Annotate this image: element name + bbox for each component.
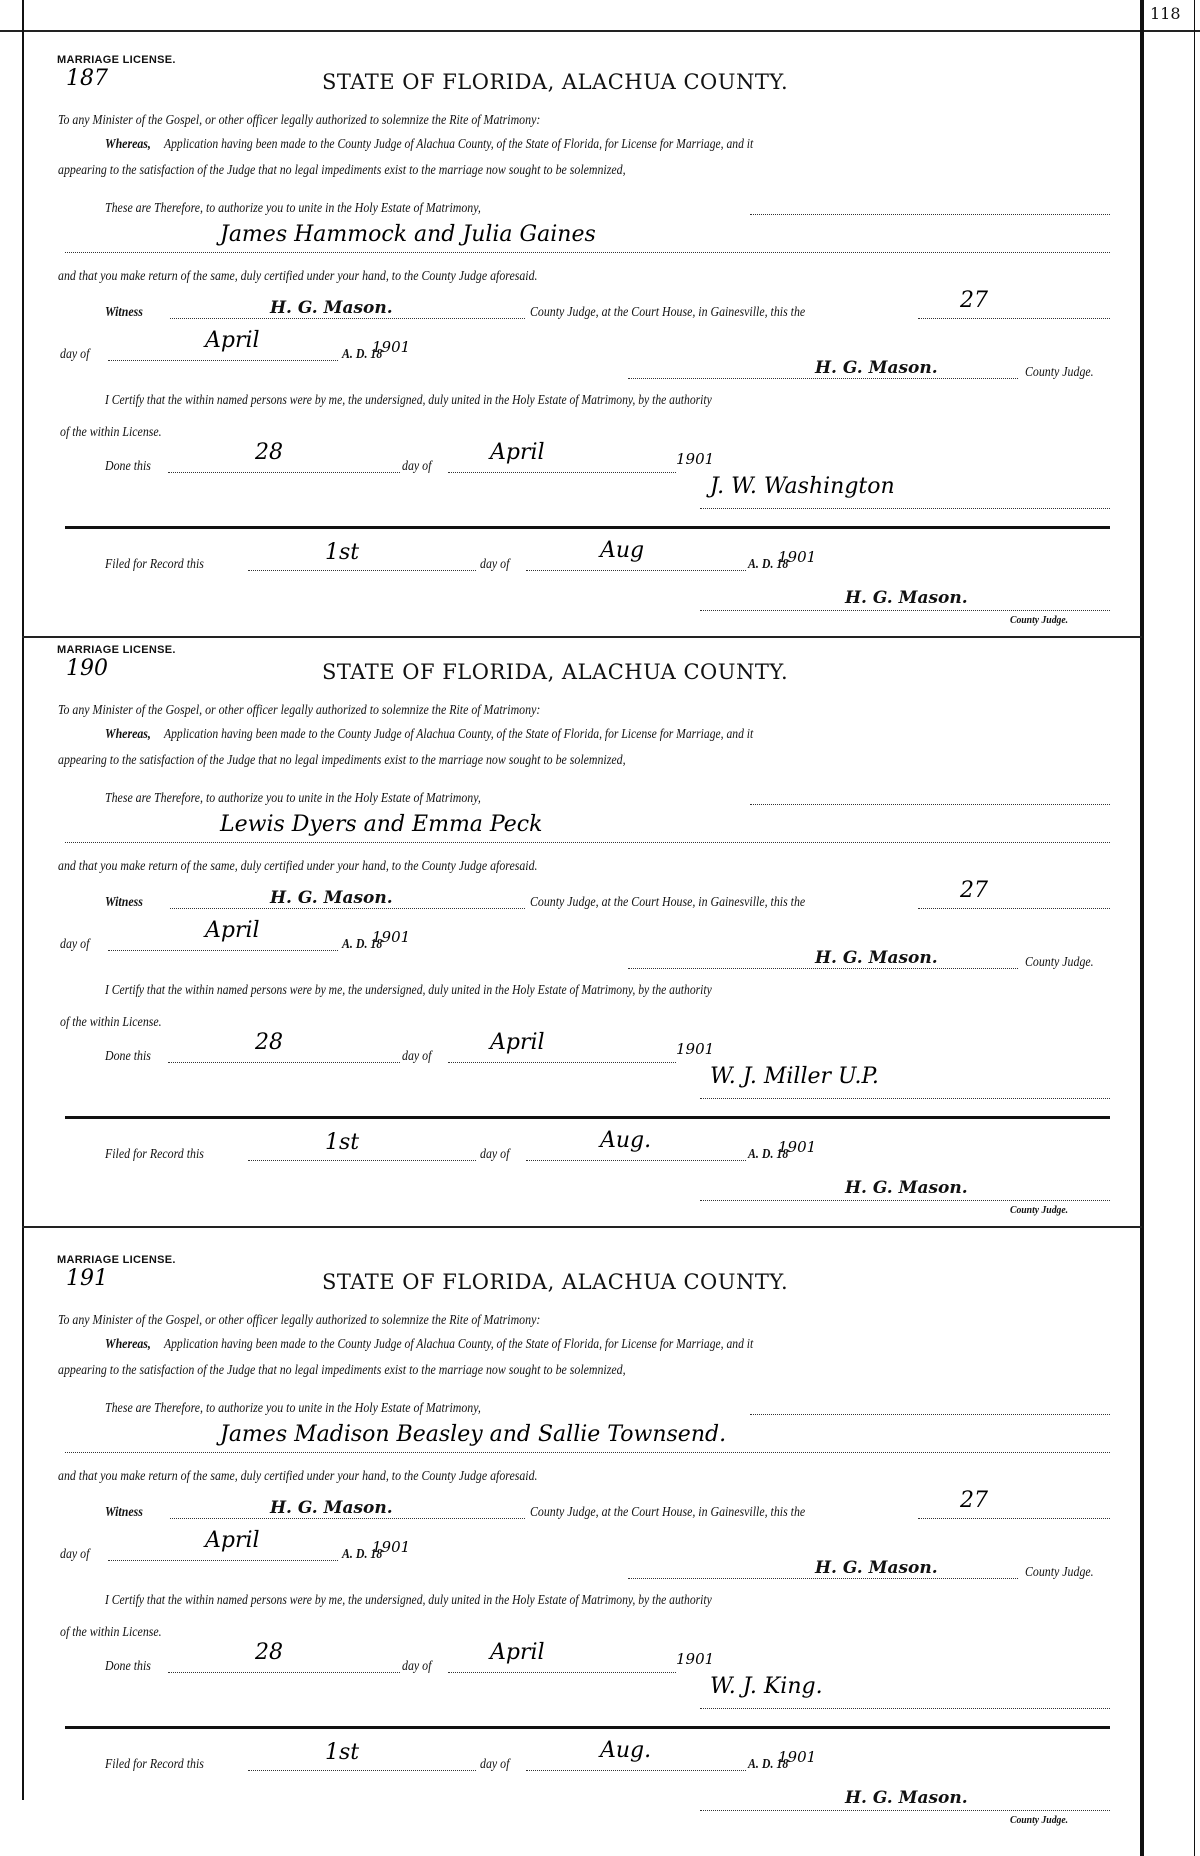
issue-month: April [205,328,260,353]
return-text: and that you make return of the same, duly certified under your hand, to the County Judge aforesaid. [58,1468,538,1483]
witness-judge-signature: H. G. Mason. [270,888,393,908]
form-title: STATE OF FLORIDA, ALACHUA COUNTY. [322,1270,789,1294]
filed-year: 1901 [778,548,817,566]
dotted-line [918,1518,1110,1519]
whereas-lead: Whereas, [105,136,151,151]
to-any-minister: To any Minister of the Gospel, or other officer legally authorized to solemnize the Rite of Matrimony: [58,702,541,717]
ad-label: A. D. 18 [342,1546,383,1561]
names-line [65,252,1110,253]
page-number: 118 [1150,4,1181,23]
form-title: STATE OF FLORIDA, ALACHUA COUNTY. [322,70,789,94]
issue-month: April [205,918,260,943]
couple-names: Lewis Dyers and Emma Peck [220,812,543,837]
filed-judge-signature: H. G. Mason. [845,588,968,608]
county-judge-signature: H. G. Mason. [815,358,938,378]
dotted-line [918,318,1110,319]
witness-judge-signature: H. G. Mason. [270,1498,393,1518]
license-number: 191 [66,1266,108,1291]
filed-day: 1st [325,540,360,565]
done-month: April [490,1640,545,1665]
county-judge-signature: H. G. Mason. [815,948,938,968]
appearing-text: appearing to the satisfaction of the Judge that no legal impediments exist to the marriage now sought to be solemnized, [58,752,626,767]
whereas-text: Application having been made to the County Judge of Alachua County, of the State of Florida, for License for Marriage, and it [164,726,754,741]
dotted-line [750,214,1110,215]
ad-label: A. D. 18 [342,936,383,951]
license-number: 187 [66,66,108,91]
dotted-line [108,950,338,951]
issue-day: 27 [960,878,988,903]
filed-county-judge-label: County Judge. [1010,1814,1069,1826]
license-label: MARRIAGE LICENSE. [57,54,176,66]
witness-label: Witness [105,304,143,319]
signature-line [700,1098,1110,1099]
witness-judge-signature: H. G. Mason. [270,298,393,318]
issue-day: 27 [960,288,988,313]
dotted-line [108,360,338,361]
dotted-line [750,1414,1110,1415]
of-within-license: of the within License. [60,424,162,439]
dotted-line [108,1560,338,1561]
filed-day-of-label: day of [480,1756,510,1771]
done-this-label: Done this [105,1048,151,1063]
certify-text: I Certify that the within named persons were by me, the undersigned, duly united in the Holy Estate of Matrimony, by the authority [105,1592,712,1607]
filed-month: Aug [600,538,645,563]
license-label: MARRIAGE LICENSE. [57,644,176,656]
done-month: April [490,1030,545,1055]
filed-label: Filed for Record this [105,1146,204,1161]
day-of-label: day of [60,936,90,951]
done-this-label: Done this [105,458,151,473]
filed-judge-signature: H. G. Mason. [845,1788,968,1808]
done-day: 28 [255,1030,283,1055]
county-judge-label: County Judge. [1025,954,1094,969]
day-of-label: day of [60,1546,90,1561]
filed-day-of-label: day of [480,556,510,571]
county-judge-label: County Judge. [1025,364,1094,379]
done-year: 1901 [676,1650,715,1668]
dotted-line [170,318,525,319]
filed-year: 1901 [778,1748,817,1766]
dotted-line [448,1062,676,1063]
dotted-line [628,968,1018,969]
license-label: MARRIAGE LICENSE. [57,1254,176,1266]
license-number: 190 [66,656,108,681]
whereas-lead: Whereas, [105,726,151,741]
dotted-line [700,1810,1110,1811]
dotted-line [750,804,1110,805]
dotted-line [918,908,1110,909]
filed-ad-label: A. D. 18 [748,556,789,571]
dotted-line [448,1672,676,1673]
county-judge-label: County Judge. [1025,1564,1094,1579]
filed-month: Aug. [600,1128,652,1153]
done-day: 28 [255,1640,283,1665]
filed-year: 1901 [778,1138,817,1156]
dotted-line [448,472,676,473]
signature-line [700,1708,1110,1709]
to-any-minister: To any Minister of the Gospel, or other officer legally authorized to solemnize the Rite of Matrimony: [58,1312,541,1327]
dotted-line [168,472,400,473]
dotted-line [526,1770,746,1771]
done-day-of-label: day of [402,1048,432,1063]
names-line [65,1452,1110,1453]
filed-ad-label: A. D. 18 [748,1756,789,1771]
these-are-therefore: These are Therefore, to authorize you to unite in the Holy Estate of Matrimony, [105,200,481,215]
dotted-line [526,1160,746,1161]
dotted-line [526,570,746,571]
county-judge-signature: H. G. Mason. [815,1558,938,1578]
issue-day: 27 [960,1488,988,1513]
dotted-line [248,1770,476,1771]
issue-year: 1901 [372,1538,411,1556]
filed-day-of-label: day of [480,1146,510,1161]
dotted-line [248,570,476,571]
filed-day: 1st [325,1130,360,1155]
filed-day: 1st [325,1740,360,1765]
done-day-of-label: day of [402,458,432,473]
couple-names: James Hammock and Julia Gaines [220,222,596,247]
whereas-lead: Whereas, [105,1336,151,1351]
section-divider [65,526,1110,529]
dotted-line [248,1160,476,1161]
whereas-text: Application having been made to the County Judge of Alachua County, of the State of Florida, for License for Marriage, and it [164,1336,754,1351]
done-day-of-label: day of [402,1658,432,1673]
dotted-line [170,908,525,909]
county-judge-at-text: County Judge, at the Court House, in Gainesville, this the [530,304,806,319]
marriage-license-record [0,0,1200,626]
whereas-text: Application having been made to the County Judge of Alachua County, of the State of Florida, for License for Marriage, and it [164,136,754,151]
form-title: STATE OF FLORIDA, ALACHUA COUNTY. [322,660,789,684]
filed-judge-signature: H. G. Mason. [845,1178,968,1198]
these-are-therefore: These are Therefore, to authorize you to unite in the Holy Estate of Matrimony, [105,1400,481,1415]
issue-year: 1901 [372,338,411,356]
filed-county-judge-label: County Judge. [1010,614,1069,626]
done-this-label: Done this [105,1658,151,1673]
section-divider [65,1726,1110,1729]
day-of-label: day of [60,346,90,361]
filed-county-judge-label: County Judge. [1010,1204,1069,1216]
officiant-signature: W. J. Miller U.P. [710,1064,879,1089]
ad-label: A. D. 18 [342,346,383,361]
these-are-therefore: These are Therefore, to authorize you to unite in the Holy Estate of Matrimony, [105,790,481,805]
done-year: 1901 [676,450,715,468]
section-divider [65,1116,1110,1119]
dotted-line [170,1518,525,1519]
witness-label: Witness [105,1504,143,1519]
dotted-line [168,1062,400,1063]
issue-year: 1901 [372,928,411,946]
officiant-signature: J. W. Washington [710,474,895,499]
filed-label: Filed for Record this [105,556,204,571]
return-text: and that you make return of the same, duly certified under your hand, to the County Judge aforesaid. [58,268,538,283]
filed-label: Filed for Record this [105,1756,204,1771]
witness-label: Witness [105,894,143,909]
appearing-text: appearing to the satisfaction of the Judge that no legal impediments exist to the marriage now sought to be solemnized, [58,1362,626,1377]
dotted-line [628,1578,1018,1579]
filed-ad-label: A. D. 18 [748,1146,789,1161]
names-line [65,842,1110,843]
done-year: 1901 [676,1040,715,1058]
signature-line [700,508,1110,509]
done-day: 28 [255,440,283,465]
county-judge-at-text: County Judge, at the Court House, in Gainesville, this the [530,894,806,909]
to-any-minister: To any Minister of the Gospel, or other officer legally authorized to solemnize the Rite of Matrimony: [58,112,541,127]
of-within-license: of the within License. [60,1624,162,1639]
county-judge-at-text: County Judge, at the Court House, in Gainesville, this the [530,1504,806,1519]
certify-text: I Certify that the within named persons were by me, the undersigned, duly united in the Holy Estate of Matrimony, by the authority [105,392,712,407]
return-text: and that you make return of the same, duly certified under your hand, to the County Judge aforesaid. [58,858,538,873]
marriage-license-record [0,1200,1200,1826]
dotted-line [168,1672,400,1673]
filed-month: Aug. [600,1738,652,1763]
done-month: April [490,440,545,465]
certify-text: I Certify that the within named persons were by me, the undersigned, duly united in the Holy Estate of Matrimony, by the authority [105,982,712,997]
officiant-signature: W. J. King. [710,1674,823,1699]
issue-month: April [205,1528,260,1553]
couple-names: James Madison Beasley and Sallie Townsend. [220,1422,727,1447]
of-within-license: of the within License. [60,1014,162,1029]
marriage-license-record [0,590,1200,1216]
appearing-text: appearing to the satisfaction of the Judge that no legal impediments exist to the marriage now sought to be solemnized, [58,162,626,177]
dotted-line [628,378,1018,379]
